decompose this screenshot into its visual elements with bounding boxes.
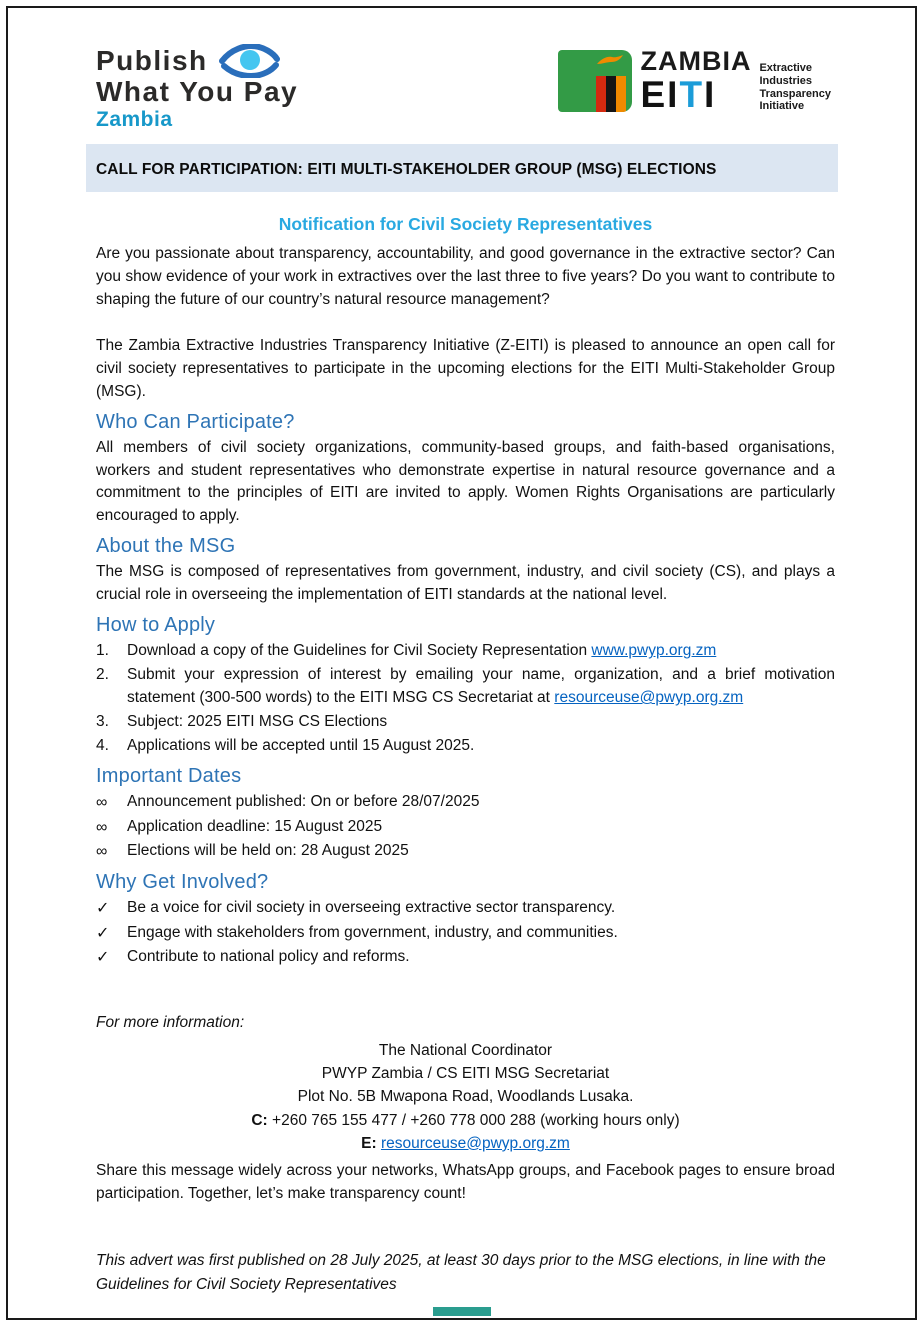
pwyp-logo [96,38,298,130]
heading-how-to-apply: How to Apply [96,614,216,637]
why-item-text: Contribute to national policy and reforms. [127,948,410,966]
list-item [96,840,835,864]
intro-paragraph-1: Are you passionate about transparency, accountability, and good governance in the extractive sector? Can you show evidence of your work in extractives over the last three to five years? Do you want to contribute to shaping the future of our country’s natural resource management? [96,244,835,308]
contact-email-line [96,1132,835,1155]
list-number: 2. [96,666,109,684]
link-contact-email[interactable]: resourceuse@pwyp.org.zm [380,1134,570,1152]
header-logo-row [96,38,835,130]
list-item-body: Submit your expression of interest by emailing your name, organization, and a brief motivation statement (300-500 words) to the EITI MSG CS Secretariat at [127,666,835,707]
list-item [96,664,835,710]
list-item [96,791,835,815]
list-item [96,735,835,758]
infinity-bullet-icon: ∞ [96,793,108,811]
email-label: E: [361,1134,377,1152]
page-frame [6,6,917,1320]
publication-footnote: This advert was first published on 28 July 2025, at least 30 days prior to the MSG elections, in line with the Guidelines for Civil Society Representatives [96,1252,826,1293]
bottom-accent-bar [433,1307,491,1316]
heading-who-can-participate: Who Can Participate? [96,410,295,433]
zeiti-acronym-black2: I [704,74,717,115]
zeiti-acronym [640,76,751,113]
zeiti-logo [554,46,835,115]
list-number: 1. [96,642,109,660]
zeiti-acronym-black1: EI [640,74,680,115]
about-paragraph: The MSG is composed of representatives from government, industry, and civil society (CS), and plays a crucial role in overseeing the implementation of EITI standards at the national level. [96,563,835,604]
link-pwyp-website[interactable]: www.pwyp.org.zm [591,642,717,660]
why-item-text: Engage with stakeholders from government, industry, and communities. [127,923,618,941]
why-item-text: Be a voice for civil society in overseeing extractive sector transparency. [127,898,616,916]
document-content [96,38,835,1296]
checkmark-icon: ✓ [96,949,110,967]
list-item-text: Subject: 2025 EITI MSG CS Elections [127,713,388,731]
list-number: 3. [96,713,109,731]
heading-important-dates: Important Dates [96,764,242,787]
zeiti-tagline-line2: Industries [759,74,813,87]
intro-paragraph-2: The Zambia Extractive Industries Transparency Initiative (Z-EITI) is pleased to announce an open call for civil society representatives to participate in the upcoming elections for the EITI Multi-Stakeholder Group (MSG). [96,336,835,400]
zeiti-tagline-line4: Initiative [759,100,805,113]
phone-numbers: +260 765 155 477 / +260 778 000 288 (working hours only) [267,1111,680,1129]
eye-icon [218,44,280,78]
list-item-text [127,640,835,663]
pwyp-logo-line1: Publish [96,44,208,76]
call-banner: CALL FOR PARTICIPATION: EITI MULTI-STAKEHOLDER GROUP (MSG) ELECTIONS [86,144,838,192]
zeiti-logo-text [640,48,751,113]
list-item [96,711,835,734]
infinity-bullet-icon: ∞ [96,843,108,861]
phone-label: C: [251,1111,268,1129]
zeiti-country-label: ZAMBIA [640,46,752,76]
who-paragraph: All members of civil society organizations, community-based groups, and faith-based organisations, workers and student representatives who demonstrate expertise in natural resource governance and a commitment to the principles of EITI are invited to apply. Women Rights Organisations are particularly encouraged to apply. [96,438,835,525]
zeiti-acronym-blue: T [679,74,705,115]
list-item [96,816,835,840]
date-item-text: Application deadline: 15 August 2025 [127,817,383,835]
how-to-apply-list [96,640,835,758]
list-number: 4. [96,736,109,754]
more-info-label: For more information: [96,1013,245,1031]
list-item-text [127,664,835,710]
zeiti-tagline-line1: Extractive [759,62,813,75]
infinity-bullet-icon: ∞ [96,818,108,836]
pwyp-logo-country: Zambia [96,107,173,131]
pwyp-logo-line2: What You Pay [96,76,299,107]
contact-phone-line [96,1109,835,1132]
list-item [96,640,835,663]
contact-coordinator: The National Coordinator [378,1041,553,1059]
zeiti-tagline-line3: Transparency [759,87,831,100]
list-item [96,946,835,970]
contact-block [96,1039,835,1155]
important-dates-list [96,791,835,864]
flag-eagle-icon [596,54,624,70]
date-item-text: Announcement published: On or before 28/07/2025 [127,792,480,810]
page-title: Notification for Civil Society Representatives [278,213,653,234]
zeiti-tagline [759,48,831,112]
list-item-text: Applications will be accepted until 15 August 2025. [127,736,475,754]
list-item-body: Download a copy of the Guidelines for Civil Society Representation [127,642,592,660]
flag-stripes [596,76,626,112]
zambia-flag [558,50,632,112]
contact-address: Plot No. 5B Mwapona Road, Woodlands Lusaka. [297,1088,634,1106]
why-get-involved-list [96,897,835,970]
checkmark-icon: ✓ [96,899,110,917]
heading-why-get-involved: Why Get Involved? [96,870,269,893]
date-item-text: Elections will be held on: 28 August 2025 [127,842,409,860]
heading-about-msg: About the MSG [96,535,236,558]
checkmark-icon: ✓ [96,924,110,942]
list-item [96,897,835,921]
list-item [96,922,835,946]
share-paragraph: Share this message widely across your networks, WhatsApp groups, and Facebook pages to ensure broad participation. Together, let’s make transparency count! [96,1162,835,1203]
link-email-secretariat[interactable]: resourceuse@pwyp.org.zm [554,689,744,707]
contact-org: PWYP Zambia / CS EITI MSG Secretariat [321,1065,610,1083]
